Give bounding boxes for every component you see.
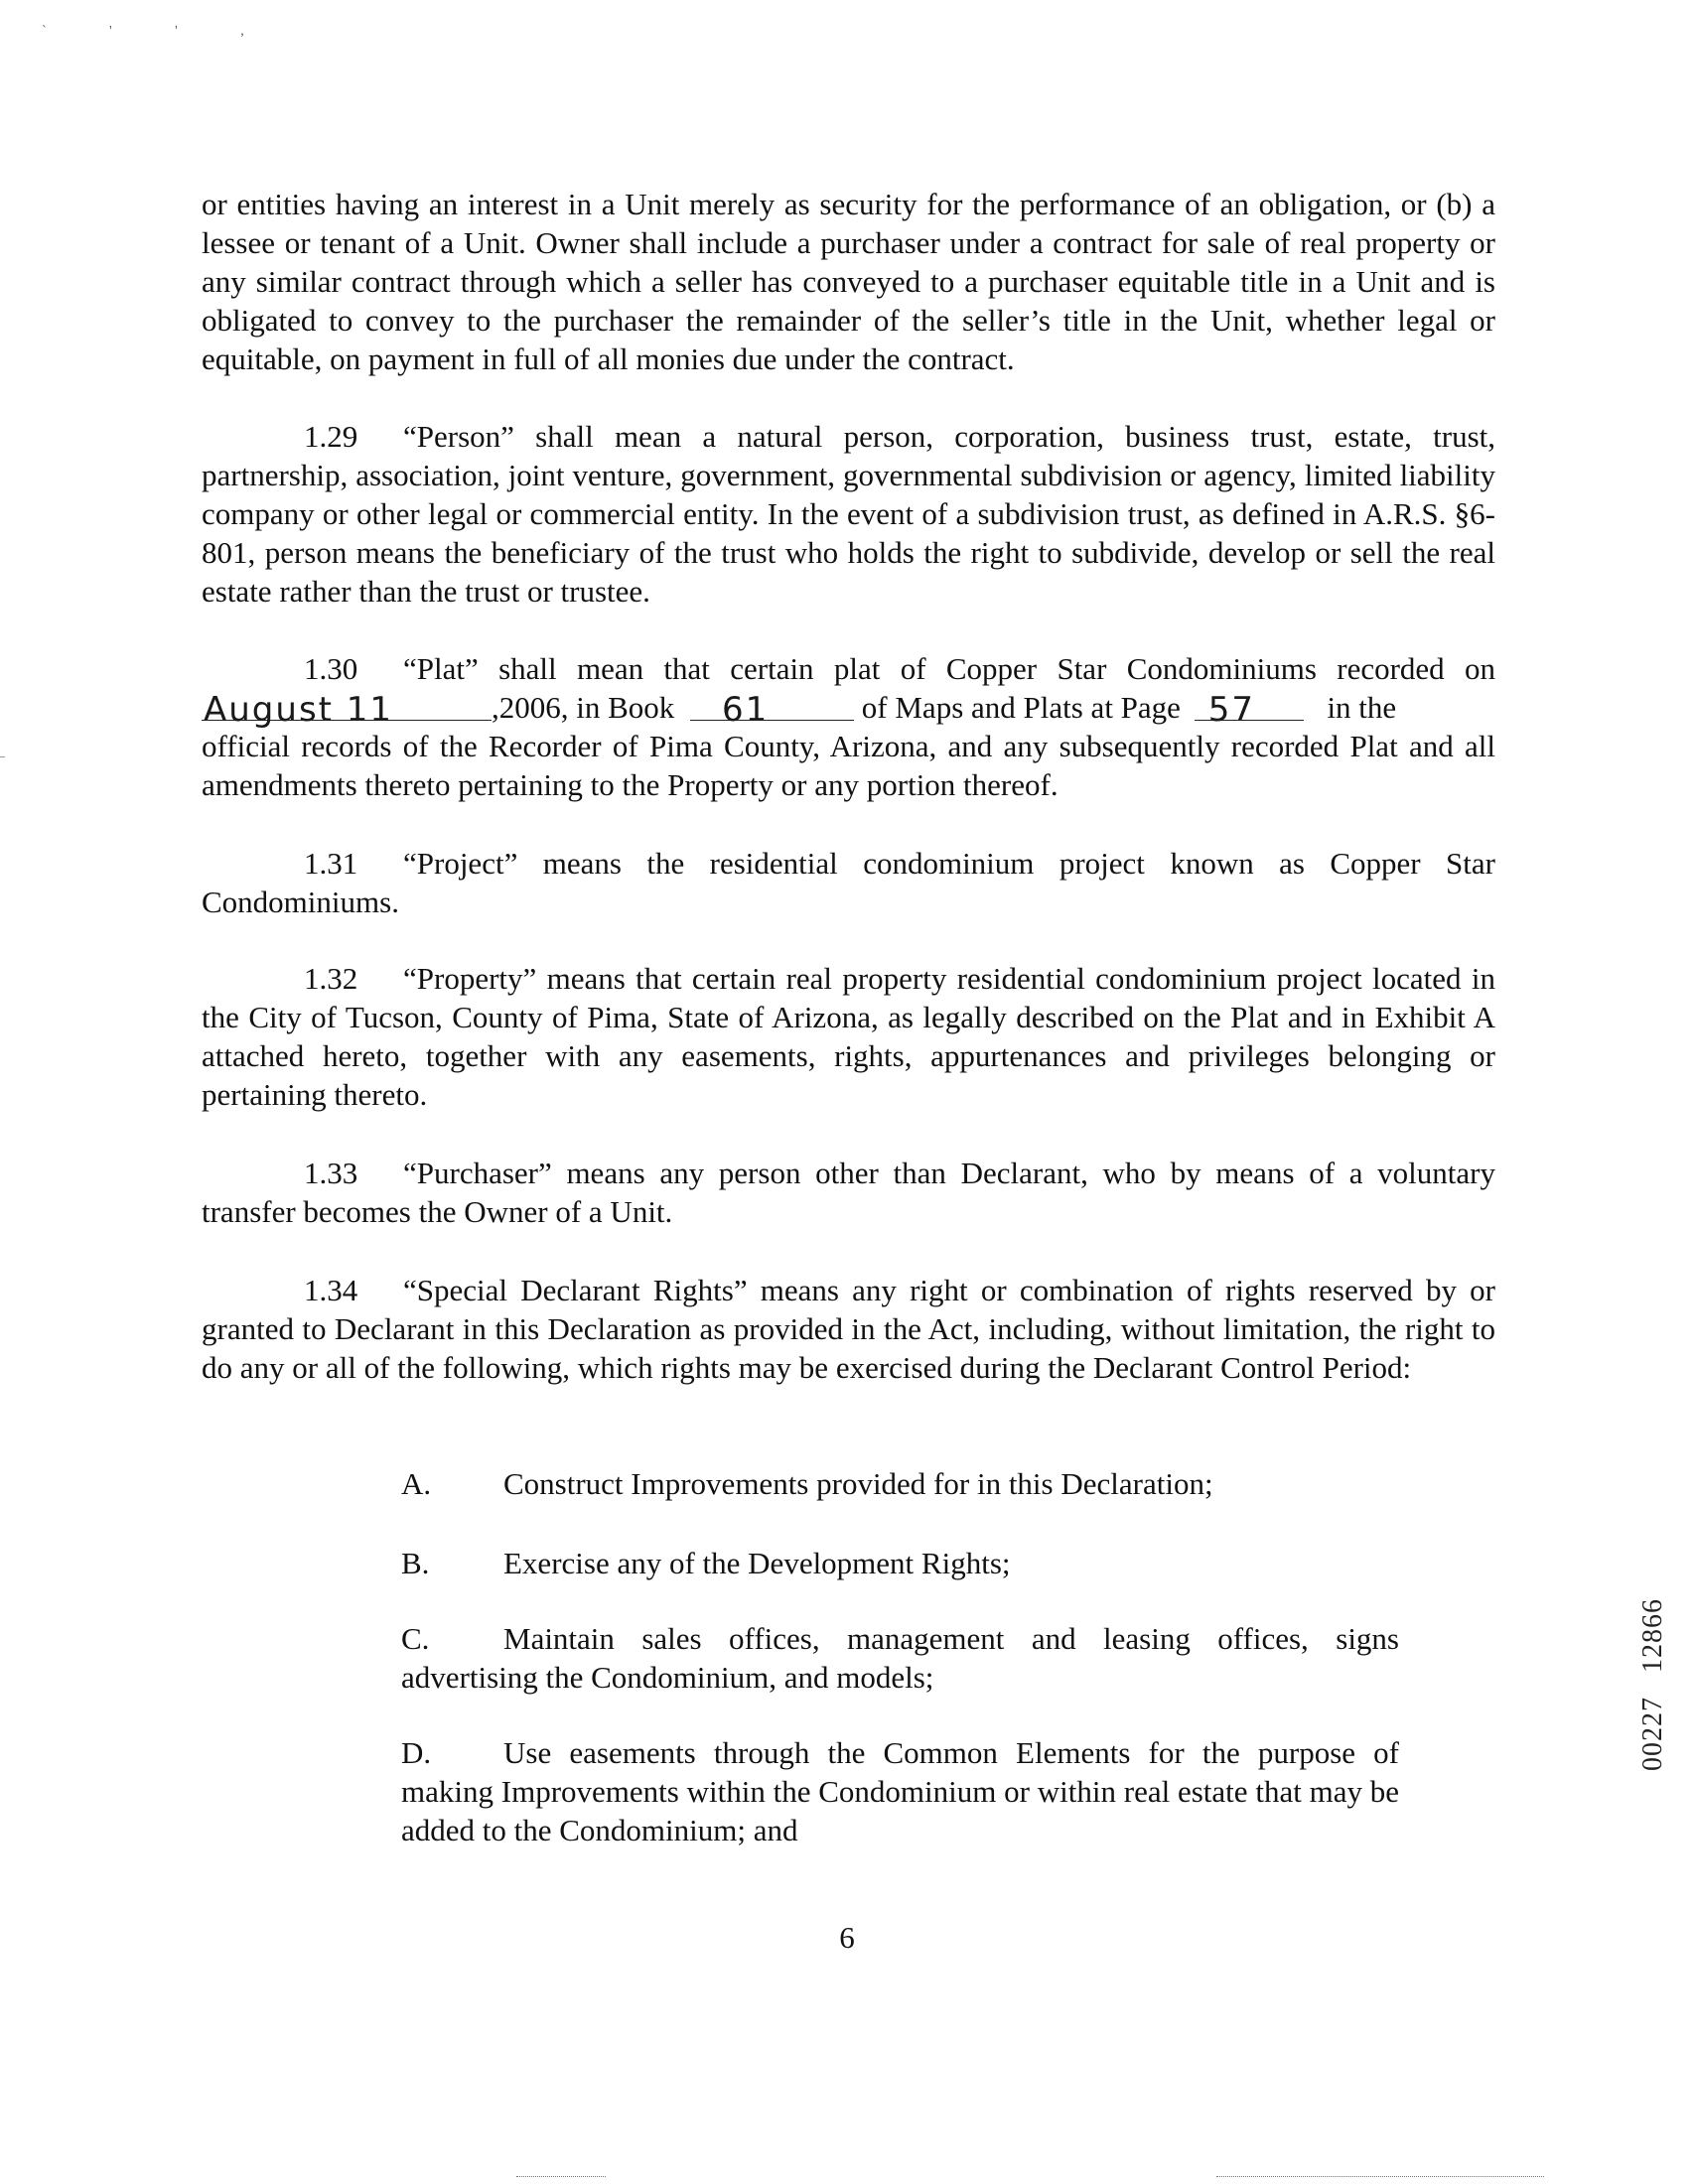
- page-number-field: [1195, 688, 1304, 730]
- list-letter: A.: [401, 1466, 432, 1501]
- paragraph-text: “Property” means that certain real property residential condominium project located in the City of Tucson, County of Pima, State of Arizona, as legally described on the Plat and in Exhibit A attached hereto, together with any easements, rights, appurtenances and privileges belonging or pertaining thereto.: [202, 961, 1495, 1112]
- handwritten-page-number: 57: [1207, 690, 1255, 730]
- paragraph-text: official records of the Recorder of Pima County, Arizona, and any subsequently recorded Plat and all amendments thereto pertaining to the Property or any portion thereof.: [202, 729, 1495, 802]
- recording-number-part1: 12866: [1637, 1598, 1668, 1673]
- handwritten-book-number: 61: [722, 690, 770, 730]
- paragraph-text: “Plat” shall mean that certain plat of Copper Star Condominiums recorded on: [403, 651, 1495, 686]
- recording-date-field: [202, 688, 492, 730]
- section-number: 1.33: [304, 1156, 358, 1190]
- scan-corner-marks: ` ' ' ,: [42, 24, 274, 39]
- paragraph-1-29: [202, 417, 1495, 611]
- section-number: 1.29: [304, 419, 358, 454]
- paragraph-text: in the: [1327, 690, 1397, 725]
- recording-number-stamp: [1637, 1598, 1668, 1771]
- paragraph-1-32: [202, 959, 1495, 1114]
- scan-bottom-mark: [1216, 2176, 1544, 2178]
- paragraph-1-30: [202, 649, 1495, 804]
- list-item-c: [401, 1619, 1399, 1697]
- paragraph-1-34: [202, 1271, 1495, 1387]
- paragraph-text: “Person” shall mean a natural person, corporation, business trust, estate, trust, partnership, association, joint venture, government, governmental subdivision or agency, limited liability company or other legal or commercial entity. In the event of a subdivision trust, as defined in A.R.S. §6-801, person means the beneficiary of the trust who holds the right to subdivide, develop or sell the real estate rather than the trust or trustee.: [202, 419, 1495, 609]
- section-number: 1.34: [304, 1273, 358, 1307]
- handwritten-date: August 11: [204, 690, 394, 730]
- list-item-b: [401, 1544, 1399, 1582]
- list-item-text: Exercise any of the Development Rights;: [503, 1546, 1011, 1580]
- section-number: 1.31: [304, 846, 358, 881]
- section-number: 1.30: [304, 651, 358, 686]
- list-letter: C.: [401, 1621, 430, 1656]
- paragraph-text: “Purchaser” means any person other than Declarant, who by means of a voluntary transfer becomes the Owner of a Unit.: [202, 1156, 1495, 1229]
- paragraph-text: or entities having an interest in a Unit merely as security for the performance of an obligation, or (b) a lessee or tenant of a Unit. Owner shall include a purchaser under a contract for sale of real property or any similar contract through which a seller has conveyed to a purchaser equitable title in a Unit and is obligated to convey to the purchaser the remainder of the seller’s title in the Unit, whether legal or equitable, on payment in full of all monies due under the contract.: [202, 187, 1495, 376]
- list-item-a: [401, 1464, 1399, 1503]
- scan-bottom-mark: [516, 2176, 606, 2178]
- list-item-text: Construct Improvements provided for in this Declaration;: [503, 1466, 1213, 1501]
- list-letter: B.: [401, 1546, 430, 1580]
- paragraph-text: “Special Declarant Rights” means any right or combination of rights reserved by or granted to Declarant in this Declaration as provided in the Act, including, without limitation, the right to do any or all of the following, which rights may be exercised during the Declarant Control Period:: [202, 1273, 1495, 1385]
- paragraph-text: ,2006, in Book: [492, 690, 675, 725]
- paragraph-text: “Project” means the residential condominium project known as Copper Star Condominiums.: [202, 846, 1495, 919]
- book-number-field: [690, 688, 854, 730]
- paragraph-1-33: [202, 1154, 1495, 1231]
- list-item-d: [401, 1733, 1399, 1849]
- paragraph-text: of Maps and Plats at Page: [861, 690, 1181, 725]
- paragraph-1-31: [202, 844, 1495, 921]
- list-item-text: Maintain sales offices, management and leasing offices, signs advertising the Condominium, and models;: [401, 1621, 1399, 1695]
- page-number: 6: [839, 1920, 855, 1955]
- scan-edge-mark: [0, 756, 5, 757]
- section-number: 1.32: [304, 961, 358, 996]
- recording-number-part2: 00227: [1637, 1697, 1668, 1771]
- paragraph-continuation: [202, 185, 1495, 378]
- list-letter: D.: [401, 1735, 432, 1770]
- list-item-text: Use easements through the Common Elements for the purpose of making Improvements within the Condominium or within real estate that may be added to the Condominium; and: [401, 1735, 1399, 1847]
